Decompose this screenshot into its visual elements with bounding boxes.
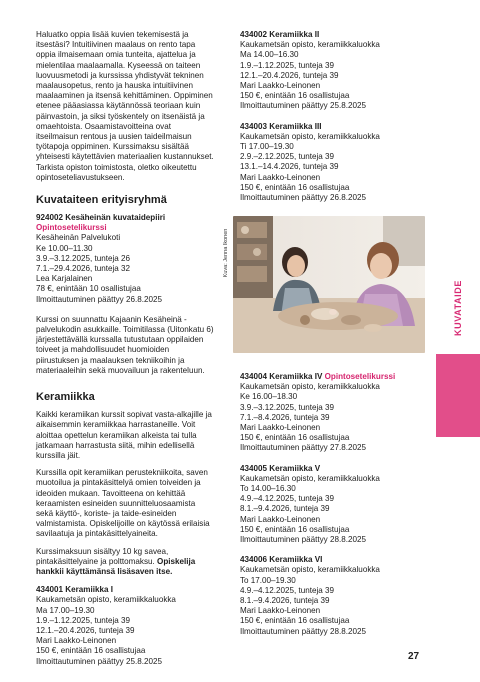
- voucher-label: Opintosetelikurssi: [36, 223, 107, 233]
- right-column-bottom: [240, 372, 415, 647]
- photo-credit-text: Kuva: Jenna Ikonen: [223, 228, 229, 278]
- keramiikka-paragraph-2: Kurssilla opit keramiikan perustekniikoita, saven muotoilua ja pintakäsittelyä omien toiveiden ja ideoiden mukaan. Tavoitteena on kehittää keraamisten esineiden suunnitteluosaamista sekä käyttö-, koriste- ja taide-esineiden valmistamista. Opiskelijoille on käytössä erilaisia savilaatuja ja pintakäsittelyaineita.: [36, 468, 210, 539]
- course-fee: 150 €, enintään 16 osallistujaa: [240, 616, 350, 626]
- course-period-autumn: 1.9.–1.12.2025, tunteja 39: [36, 615, 131, 625]
- course-period-spring: 12.1.–20.4.2026, tunteja 39: [240, 70, 339, 80]
- course-434005: [240, 464, 415, 546]
- course-location: Kaukametsän opisto, keramiikkaluokka: [240, 473, 380, 483]
- course-time: Ma 14.00–16.30: [240, 50, 299, 60]
- course-fee: 78 €, enintään 10 osallistujaa: [36, 284, 141, 294]
- course-location: Kesäheinän Palvelukoti: [36, 233, 121, 243]
- course-time: To 14.00–16.30: [240, 484, 296, 494]
- course-time: Ke 10.00–11.30: [36, 243, 93, 253]
- course-period-autumn: 4.9.–4.12.2025, tunteja 39: [240, 494, 335, 504]
- intro-paragraph: Haluatko oppia lisää kuvien tekemisestä ja itsestäsi? Intuitiivinen maalaus on rento tapa oppia ilmaisemaan omia tunteita, ajattelua ja mielentilaa maalaamalla. Kyseessä on taiteen luovuusmetodi ja kurssissa yhdistyvät tekninen maalausopetus, rento ja hauska intuitiivinen maalaaminen ja itsensä kehittäminen. Oppiminen etenee pääasiassa käytännössä teoriaan kuin päinvastoin, ja siksi työskentely on itsenäistä ja omaehtoista. Osaamistavoitteina ovat itseilmaisun rentous ja uusien taideilmaisun työtapoja oppiminen. Kurssimaksu sisältää yhteisesti käytettävien materiaalien kustannukset. Tarkista opiston toimistosta, oletko oikeutettu opintoseteliavustukseen.: [36, 30, 214, 182]
- course-period-spring: 12.1.–20.4.2026, tunteja 39: [36, 625, 135, 635]
- course-teacher: Mari Laakko-Leinonen: [240, 606, 321, 616]
- course-fee: 150 €, enintään 16 osallistujaa: [240, 91, 350, 101]
- course-period-autumn: 2.9.–2.12.2025, tunteja 39: [240, 152, 335, 162]
- course-registration: Ilmoittautuminen päättyy 25.8.2025: [36, 656, 162, 666]
- course-title: 434005 Keramiikka V: [240, 463, 321, 473]
- course-period-spring: 8.1.–9.4.2026, tunteja 39: [240, 596, 330, 606]
- ceramics-class-photo: [233, 216, 425, 353]
- course-location: Kaukametsän opisto, keramiikkaluokka: [36, 595, 176, 605]
- course-title-line: [240, 372, 415, 382]
- course-period-autumn: 4.9.–4.12.2025, tunteja 39: [240, 585, 335, 595]
- voucher-label: Opintosetelikurssi: [324, 372, 396, 381]
- fee-note-bold: Opiskelija hankkii käyttämänsä lisäsaven itse.: [36, 556, 196, 576]
- course-period-spring: 8.1.–9.4.2026, tunteja 39: [240, 504, 330, 514]
- course-fee: 150 €, enintään 16 osallistujaa: [240, 433, 350, 443]
- course-registration: Ilmoittautuminen päättyy 26.8.2025: [36, 294, 162, 304]
- course-location: Kaukametsän opisto, keramiikkaluokka: [240, 382, 380, 392]
- course-924002: [36, 213, 214, 305]
- course-period-spring: 7.1.–8.4.2026, tunteja 39: [240, 412, 330, 422]
- right-column-top: [240, 30, 415, 213]
- keramiikka-fee-note: [36, 547, 214, 578]
- side-section-label: [436, 268, 480, 348]
- course-434006: [240, 555, 415, 637]
- course-title: 434002 Keramiikka II: [240, 30, 320, 39]
- course-teacher: Mari Laakko-Leinonen: [240, 423, 321, 433]
- course-registration: Ilmoittautuminen päättyy 28.8.2025: [240, 535, 366, 545]
- course-registration: Ilmoittautuminen päättyy 26.8.2025: [240, 193, 366, 203]
- side-color-tab: [436, 354, 480, 437]
- course-title: 434004 Keramiikka IV: [240, 372, 323, 381]
- left-column: [36, 30, 214, 677]
- photo-credit: [221, 218, 231, 288]
- course-fee: 150 €, enintään 16 osallistujaa: [36, 646, 146, 656]
- course-location: Kaukametsän opisto, keramiikkaluokka: [240, 131, 380, 141]
- course-time: To 17.00–19.30: [240, 575, 296, 585]
- course-title: 434003 Keramiikka III: [240, 121, 322, 131]
- section-heading-keramiikka: Keramiikka: [36, 391, 95, 404]
- course-description: Kurssi on suunnattu Kajaanin Kesäheinä -palvelukodin asukkaille. Toimitilassa (Uitonkatu 6) järjestettävällä kurssalla tutustutaan oppilaiden toiveet ja mahdollisuudet huomioiden piirustuksen ja maalauksen tekniikoihin ja materiaaleihin sekä muovailuun ja rakenteluun.: [36, 314, 214, 375]
- course-434004: [240, 372, 415, 454]
- course-period-spring: 13.1.–14.4.2026, tunteja 39: [240, 162, 339, 172]
- course-period-autumn: 3.9.–3.12.2025, tunteja 39: [240, 402, 335, 412]
- section-heading-kuvataide: Kuvataiteen erityisryhmä: [36, 194, 167, 207]
- course-title: 434006 Keramiikka VI: [240, 555, 323, 565]
- course-title: 434001 Keramiikka I: [36, 585, 113, 595]
- course-teacher: Mari Laakko-Leinonen: [240, 81, 321, 91]
- course-teacher: Mari Laakko-Leinonen: [240, 172, 321, 182]
- course-fee: 150 €, enintään 16 osallistujaa: [240, 182, 350, 192]
- course-time: Ma 17.00–19.30: [36, 605, 95, 615]
- course-location: Kaukametsän opisto, keramiikkaluokka: [240, 40, 380, 50]
- course-teacher: Lea Karjalainen: [36, 274, 93, 284]
- course-time: Ti 17.00–19.30: [240, 142, 294, 152]
- course-434003: [240, 122, 415, 204]
- side-section-label-text: KUVATAIDE: [453, 280, 463, 336]
- course-434001: [36, 585, 214, 667]
- course-period-spring: 7.1.–29.4.2026, tunteja 32: [36, 264, 131, 274]
- course-434002: [240, 30, 415, 112]
- course-title: 924002 Kesäheinän kuvataidepiiri: [36, 213, 166, 223]
- course-location: Kaukametsän opisto, keramiikkaluokka: [240, 565, 380, 575]
- ceramics-class-illustration: [233, 216, 425, 353]
- course-time: Ke 16.00–18.30: [240, 392, 298, 402]
- keramiikka-paragraph-1: Kaikki keramiikan kurssit sopivat vasta-alkajille ja aikaisemmin keramiikkaa harrastaneille. Voit aloittaa opettelun keramiikan alkeista tai tulla jatkamaan harrastusta siitä, mihin edellisellä kurssilla jäit.: [36, 410, 212, 460]
- fee-note-text: Kurssimaksuun sisältyy 10 kg savea, pintakäsittelyaine ja polttomaksu.: [36, 546, 169, 566]
- course-registration: Ilmoittautuminen päättyy 25.8.2025: [240, 101, 366, 111]
- course-teacher: Mari Laakko-Leinonen: [36, 636, 117, 646]
- course-fee: 150 €, enintään 16 osallistujaa: [240, 524, 350, 534]
- course-registration: Ilmoittautuminen päättyy 27.8.2025: [240, 443, 366, 453]
- course-period-autumn: 1.9.–1.12.2025, tunteja 39: [240, 60, 335, 70]
- course-registration: Ilmoittautuminen päättyy 28.8.2025: [240, 626, 366, 636]
- page-number: 27: [408, 651, 420, 662]
- course-period-autumn: 3.9.–3.12.2025, tunteja 26: [36, 253, 131, 263]
- course-teacher: Mari Laakko-Leinonen: [240, 514, 321, 524]
